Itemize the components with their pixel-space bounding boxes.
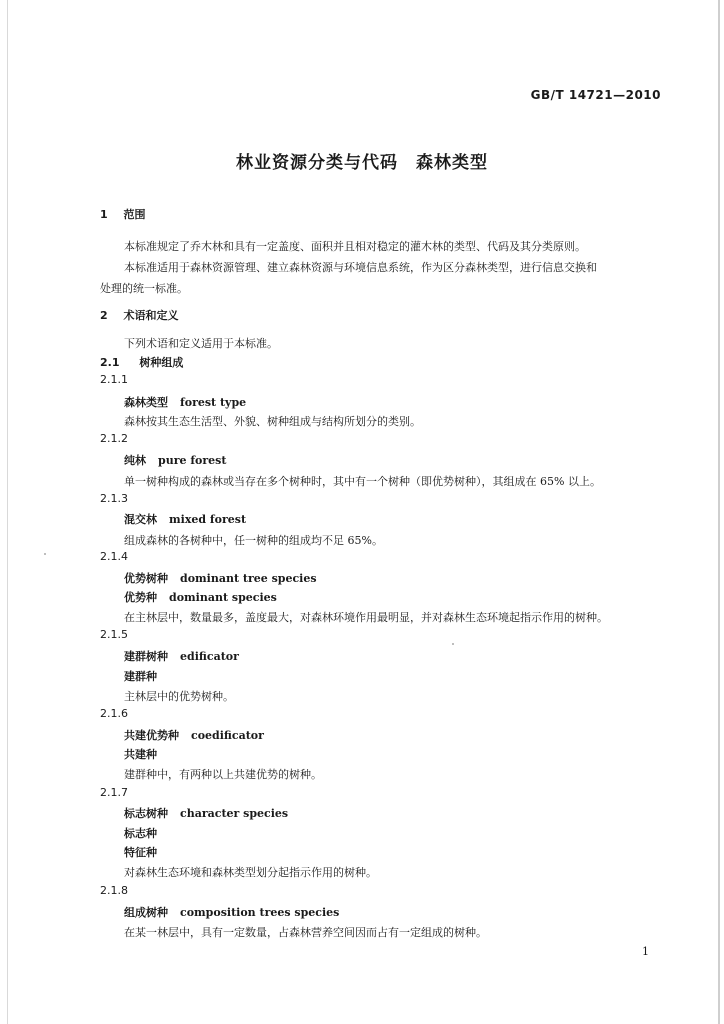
term-number: 2.1.2 [100, 432, 128, 445]
term-en: edificator [180, 650, 239, 663]
term-zh: 组成树种 [124, 906, 168, 919]
term-definition: 主林层中的优势树种。 [124, 690, 234, 703]
term-synonym [124, 589, 277, 605]
term-zh: 优势树种 [124, 572, 168, 585]
section-title: 术语和定义 [123, 309, 179, 322]
subsection-title: 树种组成 [139, 356, 184, 369]
term-definition: 对森林生态环境和森林类型划分起指示作用的树种。 [124, 866, 377, 879]
term-synonym: 标志种 [124, 827, 157, 840]
scope-paragraph-2: 本标准适用于森林资源管理、建立森林资源与环境信息系统，作为区分森林类型，进行信息交换和 [124, 261, 597, 274]
term-number: 2.1.4 [100, 550, 128, 563]
term-zh: 纯林 [124, 454, 146, 467]
term-title [124, 570, 317, 586]
term-definition: 建群种中，有两种以上共建优势的树种。 [124, 768, 322, 781]
term-number: 2.1.3 [100, 492, 128, 505]
term-zh-alt: 优势种 [124, 591, 157, 604]
term-zh: 建群树种 [124, 650, 168, 663]
scope-paragraph-2-cont: 处理的统一标准。 [100, 282, 188, 295]
scan-speck [44, 553, 46, 555]
subsection-number: 2.1 [100, 356, 120, 369]
term-zh: 标志树种 [124, 807, 168, 820]
term-synonym: 特征种 [124, 846, 157, 859]
term-number: 2.1.8 [100, 884, 128, 897]
term-title [124, 452, 226, 468]
term-en: dominant tree species [180, 572, 317, 585]
term-definition: 森林按其生态生活型、外貌、树种组成与结构所划分的类别。 [124, 415, 421, 428]
term-title [124, 805, 288, 821]
term-definition: 单一树种构成的森林或当存在多个树种时，其中有一个树种（即优势树种），其组成在 65% 以上。 [124, 475, 601, 488]
term-en: pure forest [158, 454, 227, 467]
term-definition: 在某一林层中，具有一定数量，占森林营养空间因而占有一定组成的树种。 [124, 926, 487, 939]
term-title [124, 511, 246, 527]
term-zh: 共建优势种 [124, 729, 179, 742]
term-en: character species [180, 807, 289, 820]
page-title: 林业资源分类与代码 森林类型 [236, 153, 488, 173]
term-number: 2.1.7 [100, 786, 128, 799]
term-number: 2.1.1 [100, 373, 128, 386]
term-zh: 森林类型 [124, 396, 168, 409]
term-title [124, 648, 239, 664]
term-number: 2.1.5 [100, 628, 128, 641]
section-1-heading [100, 206, 146, 222]
term-synonym: 建群种 [124, 670, 157, 683]
term-title [124, 727, 264, 743]
term-en: coedificator [191, 729, 264, 742]
subsection-heading [100, 354, 183, 370]
term-zh: 混交林 [124, 513, 157, 526]
section-number: 2 [100, 309, 108, 322]
term-en: composition trees species [180, 906, 340, 919]
section-title: 范围 [123, 208, 146, 221]
term-number: 2.1.6 [100, 707, 128, 720]
section-2-heading [100, 307, 179, 323]
term-definition: 在主林层中，数量最多，盖度最大，对森林环境作用最明显，并对森林生态环境起指示作用的树种。 [124, 611, 608, 624]
term-en-alt: dominant species [169, 591, 277, 604]
term-definition: 组成森林的各树种中，任一树种的组成均不足 65%。 [124, 534, 383, 547]
page-number: 1 [642, 945, 649, 958]
standard-number: GB/T 14721—2010 [530, 88, 661, 102]
term-synonym: 共建种 [124, 748, 157, 761]
scope-paragraph-1: 本标准规定了乔木林和具有一定盖度、面积并且相对稳定的灌木林的类型、代码及其分类原则。 [124, 240, 586, 253]
definitions-intro: 下列术语和定义适用于本标准。 [124, 337, 278, 350]
term-title [124, 904, 339, 920]
scan-speck [452, 643, 454, 645]
section-number: 1 [100, 208, 108, 221]
term-title [124, 394, 246, 410]
term-en: forest type [180, 396, 247, 409]
term-en: mixed forest [169, 513, 247, 526]
